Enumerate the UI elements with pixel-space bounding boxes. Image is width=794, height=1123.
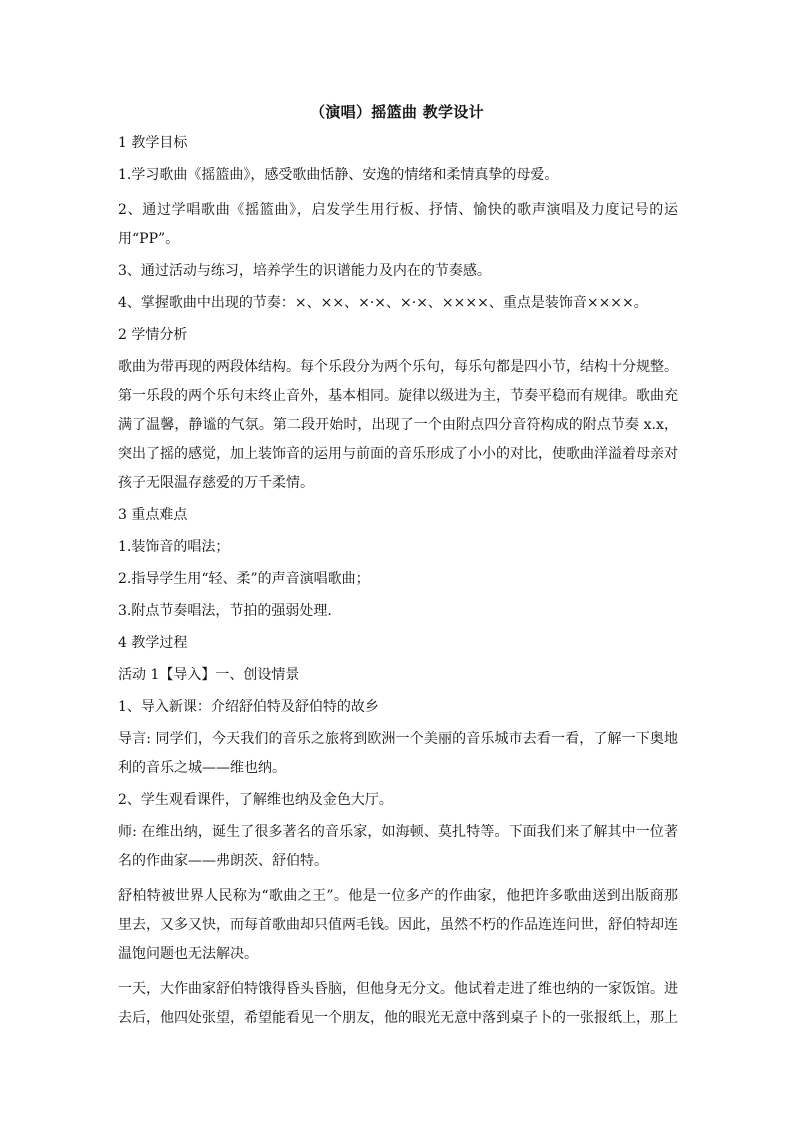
story-paragraph: 一天，大作曲家舒伯特饿得昏头昏脑，但他身无分文。他试着走进了维也纳的一家饭馆。进去后，他四处张望，希望能看见一个朋友，他的眼光无意中落到桌子卜的一张报纸上，那上: [118, 981, 678, 1026]
key-point-1: 1.装饰音的唱法；: [118, 539, 230, 555]
schubert-paragraph: 舒柏特被世界人民称为“歌曲之王”。他是一位多产的作曲家，他把许多歌曲送到出版商那里去，又多又快，而每首歌曲却只值两毛钱。因此，虽然不朽的作品连连问世，舒伯特却连温饱问题也无法解决。: [118, 888, 678, 962]
teacher-paragraph: 师: 在维出纳，诞生了很多著名的音乐家，如海顿、莫扎特等。下面我们来了解其中一位著名的作曲家——弗朗茨、舒伯特。: [118, 824, 678, 869]
process-step-2: 2、学生观看课件，了解维也纳及金色大厅。: [118, 792, 393, 808]
process-step-1: 1、导入新课：介绍舒伯特及舒伯特的故乡: [118, 699, 379, 715]
analysis-paragraph: 歌曲为带再现的两段体结构。每个乐段分为两个乐句，每乐句都是四小节，结构十分规整。第一乐段的两个乐句末终止音外，基本相同。旋律以级进为主，节奏平稳而有规律。歌曲充满了温馨，静谧的气氛。第二段开始时，出现了一个由附点四分音符构成的附点节奏 x.x，突出了摇的感觉，加上装饰音的运用与前面的音乐形成了小小的对比，使歌曲洋溢着母亲对孩子无限温存慈爱的万千柔情。: [118, 359, 678, 491]
objective-3: 3、通过活动与练习，培养学生的识谱能力及内在的节奏感。: [118, 263, 491, 279]
introduction-paragraph: 导言: 同学们，今天我们的音乐之旅将到欧洲一个美丽的音乐城市去看一看，了解一下奥地利的音乐之城——维也纳。: [118, 731, 678, 776]
objective-1: 1.学习歌曲《摇篮曲》，感受歌曲恬静、安逸的情绪和柔情真挚的母爱。: [118, 167, 559, 183]
key-point-2: 2.指导学生用“轻、柔”的声音演唱歌曲；: [118, 571, 370, 587]
key-point-3: 3.附点节奏唱法，节拍的强弱处理.: [118, 603, 332, 619]
section-heading-process: 4 教学过程: [118, 635, 188, 651]
section-heading-objectives: 1 教学目标: [118, 135, 188, 151]
objective-4: 4、掌握歌曲中出现的节奏：×、××、×·×、×·×、××××、重点是装饰音××××。: [118, 295, 648, 311]
activity-1-heading: 活动 1【导入】一、创设情景: [118, 667, 300, 683]
section-heading-key-points: 3 重点难点: [118, 507, 188, 523]
section-heading-analysis: 2 学情分析: [118, 327, 188, 343]
document-body: [118, 132, 678, 1039]
objective-2: 2、通过学唱歌曲《摇篮曲》，启发学生用行板、抒情、愉快的歌声演唱及力度记号的运用“PP”。: [118, 202, 678, 247]
document-title: （演唱）摇篮曲 教学设计: [310, 103, 484, 121]
